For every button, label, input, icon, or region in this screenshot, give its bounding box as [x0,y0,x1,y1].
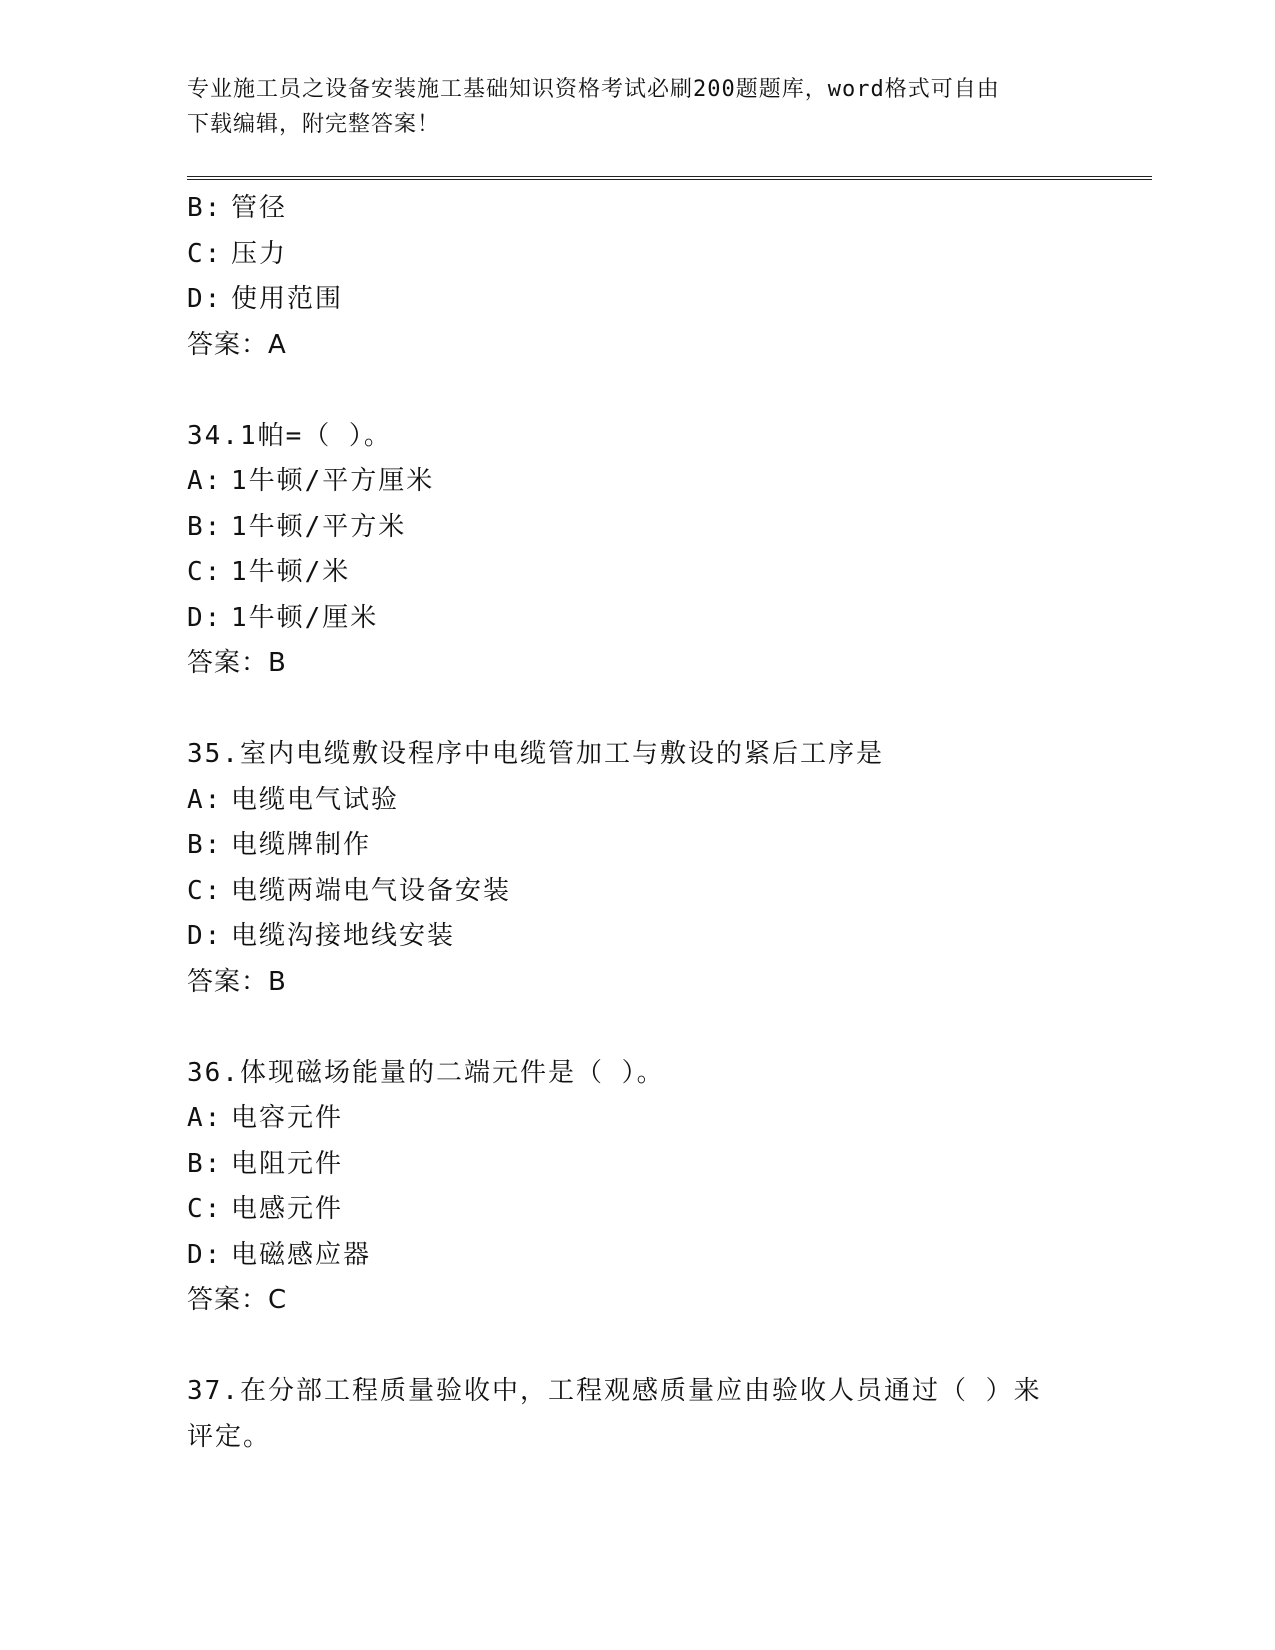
option-c [187,1187,1087,1233]
option-text: 电感元件 [231,1194,344,1224]
option-key: A: [187,784,223,815]
option-text: 电缆两端电气设备安装 [231,875,512,906]
option-c [187,869,1087,915]
answer-line: 答案：C [187,1285,288,1315]
question-36 [187,1051,1087,1324]
question-fragment [187,186,1087,368]
question-list [187,186,1087,1460]
option-key: D: [187,921,223,951]
option-key: D: [187,602,223,633]
option-b [187,186,1087,232]
option-key: A: [187,1103,223,1133]
option-a [187,778,1087,824]
header-line-2: 下载编辑，附完整答案！ [187,112,441,137]
option-d [187,1233,1087,1279]
option-text: 压力 [231,238,288,269]
option-text: 1牛顿/平方米 [231,511,407,542]
option-key: C: [187,238,223,269]
option-c [187,550,1087,596]
option-text: 电缆沟接地线安装 [231,921,456,951]
option-text: 电缆电气试验 [231,784,400,815]
option-key: D: [187,1239,223,1270]
question-stem-line-1: 37.在分部工程质量验收中，工程观感质量应由验收人员通过（ ）来 [187,1376,1042,1406]
option-key: C: [187,557,223,587]
question-stem: 34.1帕=（ ）。 [187,420,392,451]
option-d [187,277,1087,323]
question-stem: 36.体现磁场能量的二端元件是（ ）。 [187,1057,665,1088]
option-text: 1牛顿/厘米 [231,602,379,633]
header-line-1: 专业施工员之设备安装施工基础知识资格考试必刷200题题库，word格式可自由 [187,77,1000,102]
option-b [187,823,1087,869]
option-key: A: [187,466,223,496]
option-key: B: [187,1148,223,1179]
option-key: B: [187,830,223,860]
option-text: 电缆牌制作 [231,830,372,860]
page-header [187,72,1067,142]
option-text: 1牛顿/平方厘米 [231,466,435,496]
answer-line: 答案：B [187,966,287,997]
question-35 [187,732,1087,1005]
option-key: B: [187,511,223,542]
option-text: 使用范围 [231,284,344,314]
option-d [187,914,1087,960]
option-a [187,1096,1087,1142]
option-key: D: [187,284,223,314]
answer-line: 答案：B [187,648,287,678]
option-key: B: [187,193,223,223]
option-key: C: [187,875,223,906]
option-c [187,232,1087,278]
option-text: 电阻元件 [231,1148,344,1179]
question-stem: 35.室内电缆敷设程序中电缆管加工与敷设的紧后工序是 [187,739,884,769]
option-b [187,505,1087,551]
option-text: 电磁感应器 [231,1239,372,1270]
option-key: C: [187,1194,223,1224]
answer-line: 答案：A [187,329,287,360]
header-divider [187,176,1152,180]
option-text: 管径 [231,193,288,223]
question-37 [187,1369,1087,1460]
option-b [187,1142,1087,1188]
question-34 [187,414,1087,687]
option-text: 电容元件 [231,1103,344,1133]
question-stem-line-2: 评定。 [187,1421,272,1452]
option-text: 1牛顿/米 [231,557,351,587]
option-d [187,596,1087,642]
option-a [187,459,1087,505]
